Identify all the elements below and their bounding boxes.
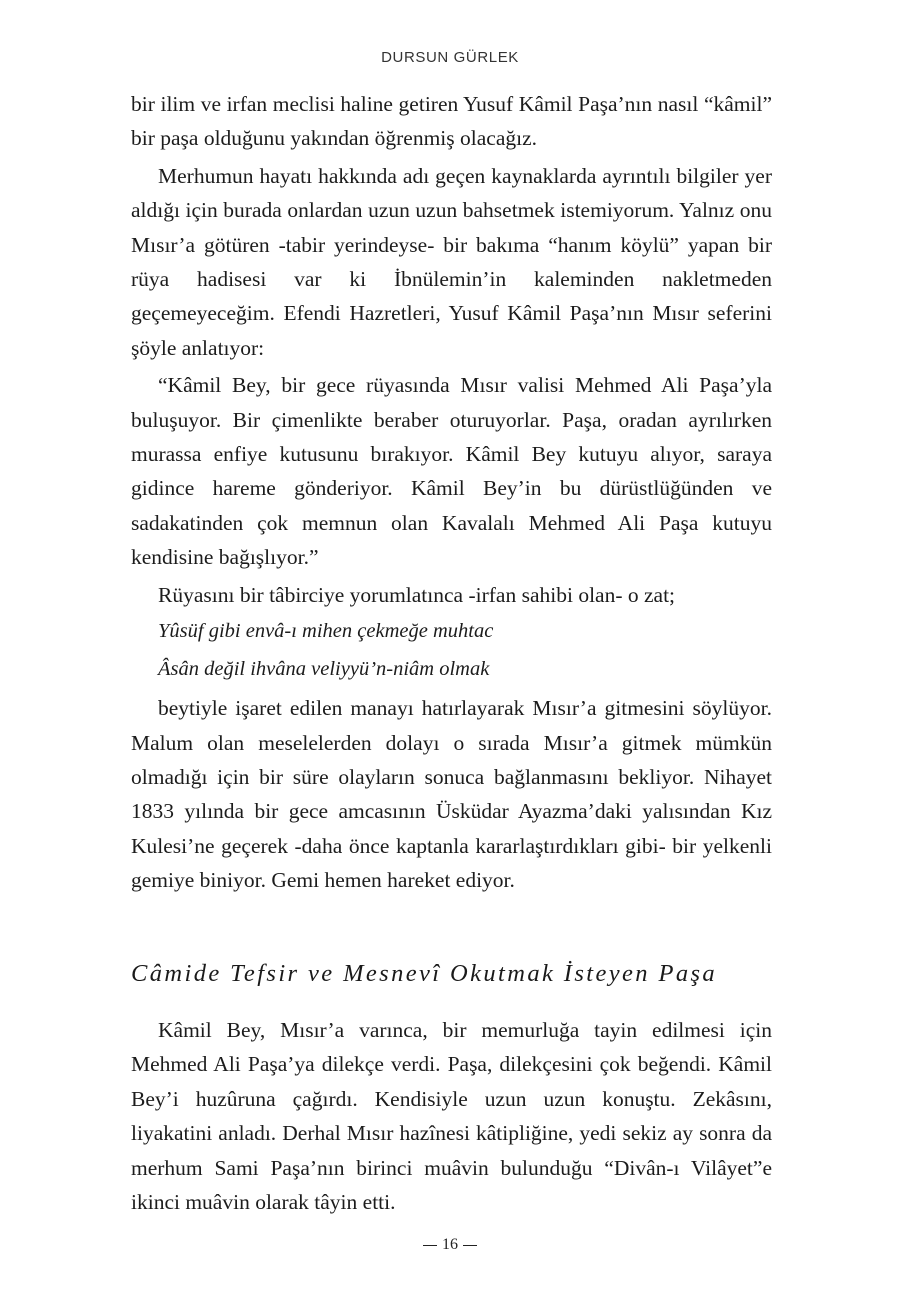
paragraph-interpretation: Rüyasını bir tâbirciye yorumlatınca -irfan sahibi olan- o zat; <box>158 582 676 607</box>
paragraph-continuation: bir ilim ve irfan meclisi haline getiren Yusuf Kâmil Paşa’nın nasıl “kâmil” bir paşa olduğunu yakından öğrenmiş olacağız. <box>131 92 772 151</box>
main-text-block <box>131 87 772 898</box>
running-head-author: DURSUN GÜRLEK <box>381 49 519 66</box>
verse-line-2: Âsân değil ihvâna veliyyü’n-niâm olmak <box>158 658 490 681</box>
page-number <box>0 1236 900 1254</box>
paragraph-appointment: Kâmil Bey, Mısır’a varınca, bir memurluğa tayin edilmesi için Mehmed Ali Paşa’ya dilekçe verdi. Paşa, dilekçesini çok beğendi. Kâmil Bey’i huzûruna çağırdı. Kendisiyle uzun uzun konuştu. Zekâsını, liyakatini anladı. Derhal Mısır hazînesi kâtipliğine, yedi sekiz ay sonra da merhum Sami Paşa’nın birinci muâvin bulunduğu “Divân-ı Vilâyet”e ikinci muâvin olarak tâyin etti. <box>131 1018 772 1215</box>
paragraph-voyage: beytiyle işaret edilen manayı hatırlayarak Mısır’a gitmesini söylüyor. Malum olan meselelerden dolayı o sırada Mısır’a gitmek mümkün olmadığı için bir süre olayların sonuca bağlanmasını bekliyor. Nihayet 1833 yılında bir gece amcasının Üsküdar Ayazma’daki yalısından Kız Kulesi’ne geçerek -daha önce kaptanla kararlaştırdıkları gibi- bir yelkenli gemiye biniyor. Gemi hemen hareket ediyor. <box>131 696 772 893</box>
paragraph-quotation: “Kâmil Bey, bir gece rüyasında Mısır valisi Mehmed Ali Paşa’yla buluşuyor. Bir çimenlikte beraber oturuyorlar. Paşa, oradan ayrılırken murassa enfiye kutusunu bırakıyor. Kâmil Bey kutuyu alıyor, saraya gidince hareme gönderiyor. Kâmil Bey’in bu dürüstlüğünden ve sadakatinden çok memnun olan Kavalalı Mehmed Ali Paşa kutuyu kendisine bağışlıyor.” <box>131 373 772 570</box>
page-number-value: 16 <box>442 1236 458 1253</box>
section-text-block <box>131 1013 772 1219</box>
section-heading: Câmide Tefsir ve Mesnevî Okutmak İsteyen Paşa <box>131 960 718 987</box>
verse-line-1: Yûsüf gibi envâ-ı mihen çekmeğe muhtac <box>158 620 494 643</box>
folio-dash-right <box>463 1245 477 1247</box>
paragraph-biography: Merhumun hayatı hakkında adı geçen kaynaklarda ayrıntılı bilgiler yer aldığı için burada onlardan uzun uzun bahsetmek istemiyorum. Yalnız onu Mısır’a götüren -tabir yerindeyse- bir bakıma “hanım köylü” yapan bir rüya hadisesi var ki İbnülemin’in kaleminden nakletmeden geçemeyeceğim. Efendi Hazretleri, Yusuf Kâmil Paşa’nın Mısır seferini şöyle anlatıyor: <box>131 163 772 360</box>
folio-dash-left <box>423 1245 437 1247</box>
